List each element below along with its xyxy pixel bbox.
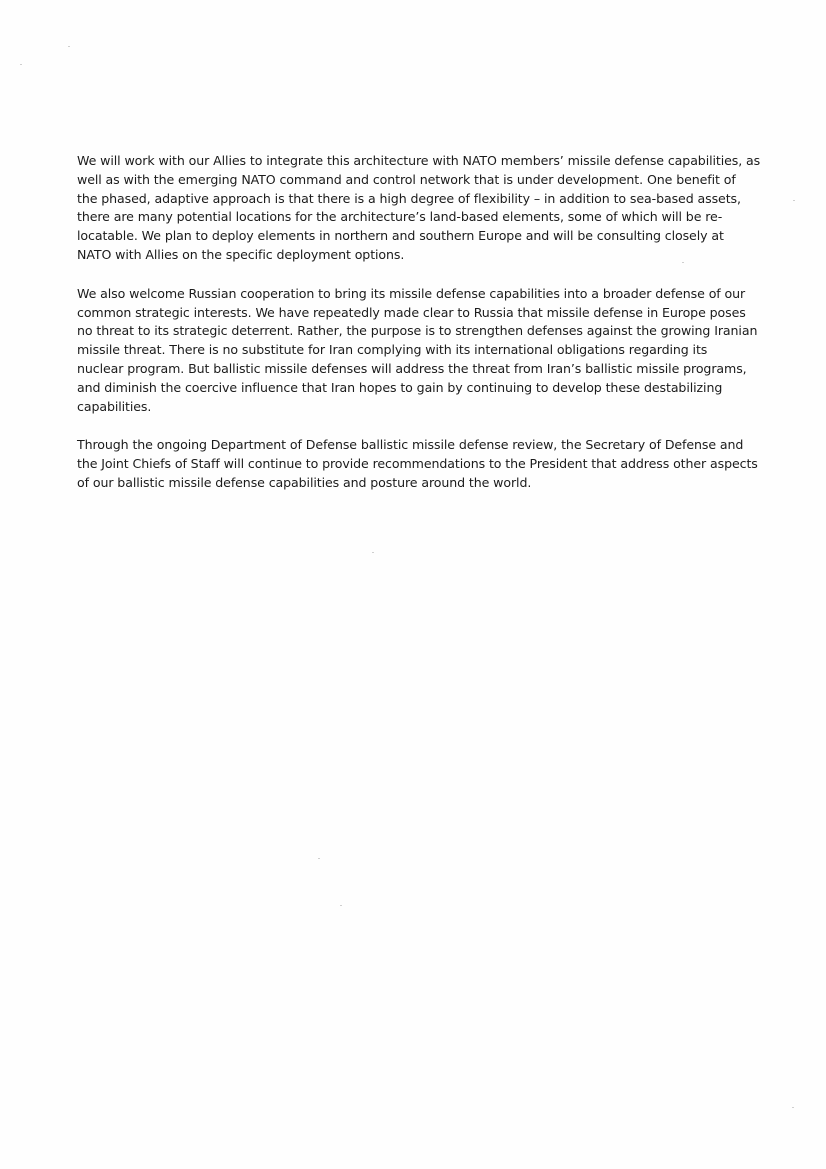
text-line: missile threat. There is no substitute for Iran complying with its international obligations regarding its	[77, 342, 708, 358]
text-line: there are many potential locations for the architecture’s land-based elements, some of which will be re-	[77, 209, 723, 225]
paragraph-nato-integration	[77, 152, 761, 265]
text-line: Through the ongoing Department of Defense ballistic missile defense review, the Secretary of Defense and	[77, 437, 744, 453]
text-line: common strategic interests. We have repeatedly made clear to Russia that missile defense in Europe poses	[77, 304, 746, 320]
text-line: locatable. We plan to deploy elements in northern and southern Europe and will be consulting closely at	[77, 228, 724, 244]
text-line: of our ballistic missile defense capabilities and posture around the world.	[77, 474, 532, 490]
scan-speck	[340, 905, 342, 906]
scan-speck	[372, 552, 374, 553]
text-line: We will work with our Allies to integrate this architecture with NATO members’ missile defense capabilities, as	[77, 153, 761, 168]
text-line: NATO with Allies on the specific deployment options.	[77, 246, 405, 262]
scan-speck	[793, 200, 795, 201]
scan-speck	[682, 262, 684, 263]
text-line: no threat to its strategic deterrent. Rather, the purpose is to strengthen defenses against the growing Iranian	[77, 323, 758, 339]
scan-speck	[318, 858, 320, 859]
text-line: well as with the emerging NATO command and control network that is under development. One benefit of	[77, 171, 736, 187]
text-line: capabilities.	[77, 398, 152, 414]
text-line: and diminish the coercive influence that Iran hopes to gain by continuing to develop these destabilizing	[77, 379, 723, 395]
scan-speck	[68, 46, 70, 47]
text-line: the phased, adaptive approach is that there is a high degree of flexibility – in addition to sea-based assets,	[77, 190, 741, 206]
text-line: nuclear program. But ballistic missile defenses will address the threat from Iran’s ballistic missile programs,	[77, 360, 747, 376]
document-body	[77, 152, 761, 513]
scan-speck	[792, 1107, 794, 1108]
text-line: We also welcome Russian cooperation to bring its missile defense capabilities into a broader defense of our	[77, 285, 746, 301]
paragraph-defense-review	[77, 436, 757, 492]
paragraph-russian-cooperation	[77, 285, 757, 417]
scan-speck	[20, 64, 22, 65]
text-line: the Joint Chiefs of Staff will continue to provide recommendations to the President that address other aspects	[77, 456, 758, 472]
